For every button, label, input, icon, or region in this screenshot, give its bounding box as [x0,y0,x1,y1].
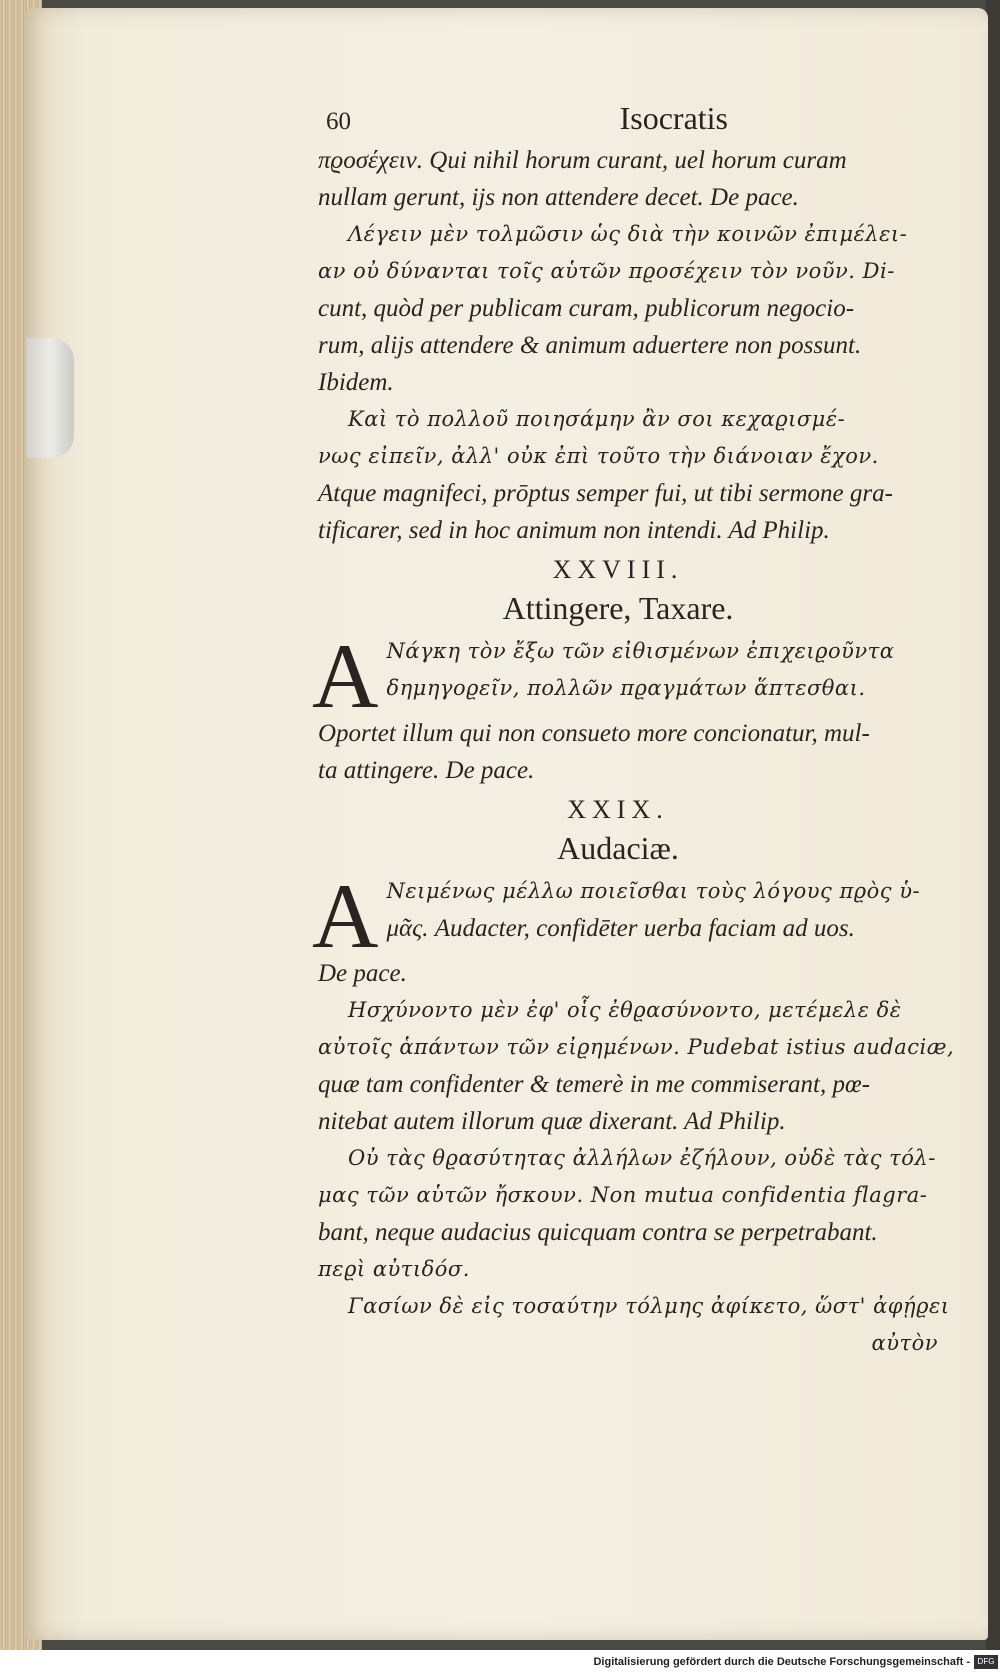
greek-line: Καὶ τὸ πολλοῦ ποιησάμην ἂν σοι κεχαϱισμέ- [348,407,846,431]
greek-line: Γασίων δὲ εἰς τοσαύτην τόλμης ἀφίκετο, ὥστ' ἀφῄϱει [348,1294,950,1318]
page-number: 60 [326,108,351,135]
greek-line: Οὐ τὰς θϱασύτητας ἀλλήλων ἐζήλουν, οὐδὲ τὰς τόλ- [348,1146,936,1170]
greek-line: μας τῶν αὑτῶν ἤσκουν. Non mutua confidentia flagra- [318,1183,928,1207]
text-line: nullam gerunt, ijs non attendere decet. De pace. [318,184,799,211]
greek-line: πεϱὶ αὐτιδόσ. [318,1257,470,1281]
latin-line: Oportet illum qui non consueto more concionatur, mul- [318,720,870,747]
section-numeral: XXVIII. [552,555,684,584]
greek-line: αν οὐ δύνανται τοῖς αὑτῶν πϱοσέχειν τὸν νοῦν. Di- [318,259,895,283]
latin-line: De pace. [318,960,407,987]
greek-line: Ησχύνοντο μὲν ἐφ' οἷς ἐθϱασύνοντο, μετέμελε δὲ [348,998,902,1022]
section-heading: Attingere, Taxare. [502,590,734,626]
page-text [312,100,958,1362]
latin-line: cunt, quòd per publicam curam, publicorum negocio- [318,295,855,322]
dfg-logo: DFG [974,1655,998,1669]
latin-line: bant, neque audacius quicquam contra se perpetrabant. [318,1219,878,1246]
latin-line: quæ tam confidenter & temerè in me commiserant, pœ- [318,1071,870,1098]
running-title: Isocratis [619,100,728,136]
section-numeral: XXIX. [567,795,669,824]
greek-line: αὐτοῖς ἁπάντων τῶν εἰϱημένων. Pudebat istius audaciæ, [318,1035,955,1059]
page-clip [26,338,74,458]
greek-line: νως εἰπεῖν, ἀλλ' οὐκ ἐπὶ τοῦτο τὴν διάνοιαν ἔχον. [318,444,879,468]
latin-line: rum, alijs attendere & animum aduertere non possunt. [318,332,862,359]
greek-line: Λέγειν μὲν τολμῶσιν ὡς διὰ τὴν κοινῶν ἐπιμέλει- [348,222,908,246]
greek-line: Νάγκη τὸν ἔξω τῶν εἰθισμένων ἐπιχειϱοῦντα [386,639,895,663]
latin-line: ta attingere. De pace. [318,757,535,784]
mixed-line: μᾶς. Audacter, confidēter uerba faciam ad uos. [386,915,855,942]
funding-note: Digitalisierung gefördert durch die Deutsche Forschungsgemeinschaft - [593,1656,970,1668]
latin-line: nitebat autem illorum quæ dixerant. Ad Philip. [318,1108,786,1135]
section-29-body [312,865,958,992]
latin-line: Atque magnifeci, prōptus semper fui, ut tibi sermone gra- [318,480,893,507]
drop-cap: A [312,865,379,967]
catchword: αὐτὸν [871,1331,938,1355]
greek-line: δημηγοϱεῖν, πολλῶν πϱαγμάτων ἅπτεσθαι. [386,676,866,700]
section-heading: Audaciæ. [557,830,679,866]
greek-line: Νειμένως μέλλω ποιεῖσθαι τοὺς λόγους πϱὸς ὑ- [386,879,921,903]
footer-bar [0,1650,1000,1675]
book-cover-edge [986,0,1000,1650]
running-header [326,100,958,140]
drop-cap: A [312,625,379,727]
section-28-body [312,625,958,789]
text-line: πϱοσέχειν. Qui nihil horum curant, uel horum curam [318,147,847,174]
latin-line: tificarer, sed in hoc animum non intendi. Ad Philip. [318,517,830,544]
latin-line: Ibidem. [318,369,394,396]
